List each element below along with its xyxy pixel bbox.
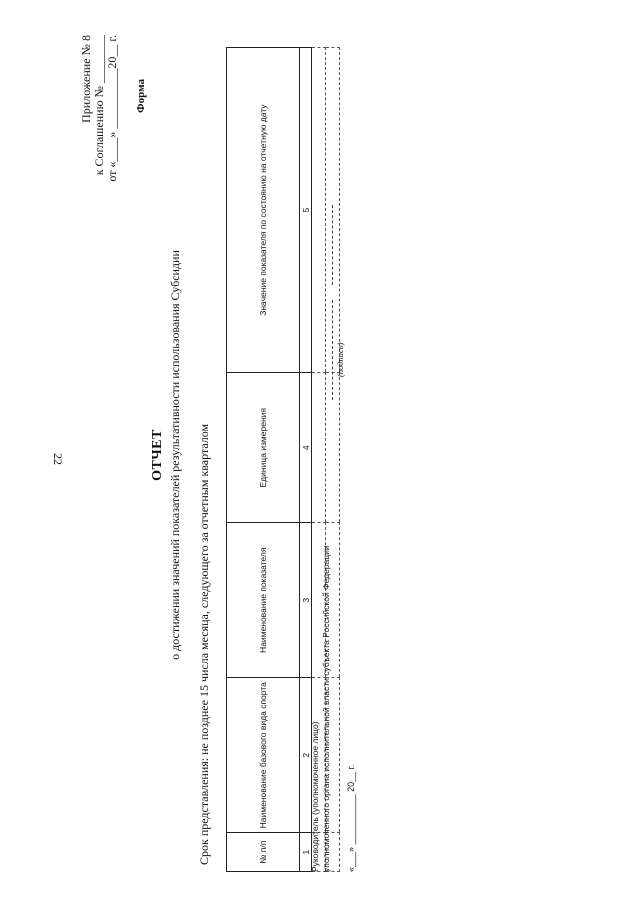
report-subtitle: о достижении значений показателей результативности использования Субсидии	[168, 250, 182, 660]
signatory-label	[310, 545, 332, 872]
table-header-row	[227, 48, 300, 872]
col-number-1: 1	[300, 833, 312, 872]
col-number-2: 2	[300, 678, 312, 833]
col-number-4: 4	[300, 373, 312, 523]
col-header-value: Значение показателя по состоянию на отчетную дату	[227, 48, 300, 373]
agreement-number: к Соглашению № ________	[92, 35, 106, 176]
form-label: Форма	[135, 79, 147, 113]
signature-date: «___» __________ 20__ г.	[346, 764, 356, 872]
col-number-3: 3	[300, 523, 312, 678]
signature-caption: (подпись)	[335, 342, 345, 377]
col-header-number: № п/п	[227, 833, 300, 872]
col-number-5: 5	[300, 48, 312, 373]
page-number: 22	[51, 453, 65, 465]
name-line	[332, 205, 333, 285]
signatory-organization: уполномоченного органа исполнительной власти субъекта Российской Федерации	[321, 545, 331, 872]
signature-line	[332, 300, 333, 400]
col-header-unit: Единица измерения	[227, 373, 300, 523]
title-block	[150, 155, 183, 755]
appendix-number: Приложение № 8	[79, 35, 93, 123]
submission-deadline: Срок представления: не позднее 15 числа месяца, следующего за отчетным кварталом	[197, 423, 211, 865]
appendix-header	[80, 35, 148, 235]
col-header-indicator: Наименование показателя	[227, 523, 300, 678]
signatory-title: Руководитель (уполномоченное лицо)	[310, 721, 320, 872]
agreement-date: от «____» __________20__ г.	[105, 35, 119, 182]
report-title: ОТЧЕТ	[150, 429, 165, 481]
col-header-sport: Наименование базового вида спорта	[227, 678, 300, 833]
